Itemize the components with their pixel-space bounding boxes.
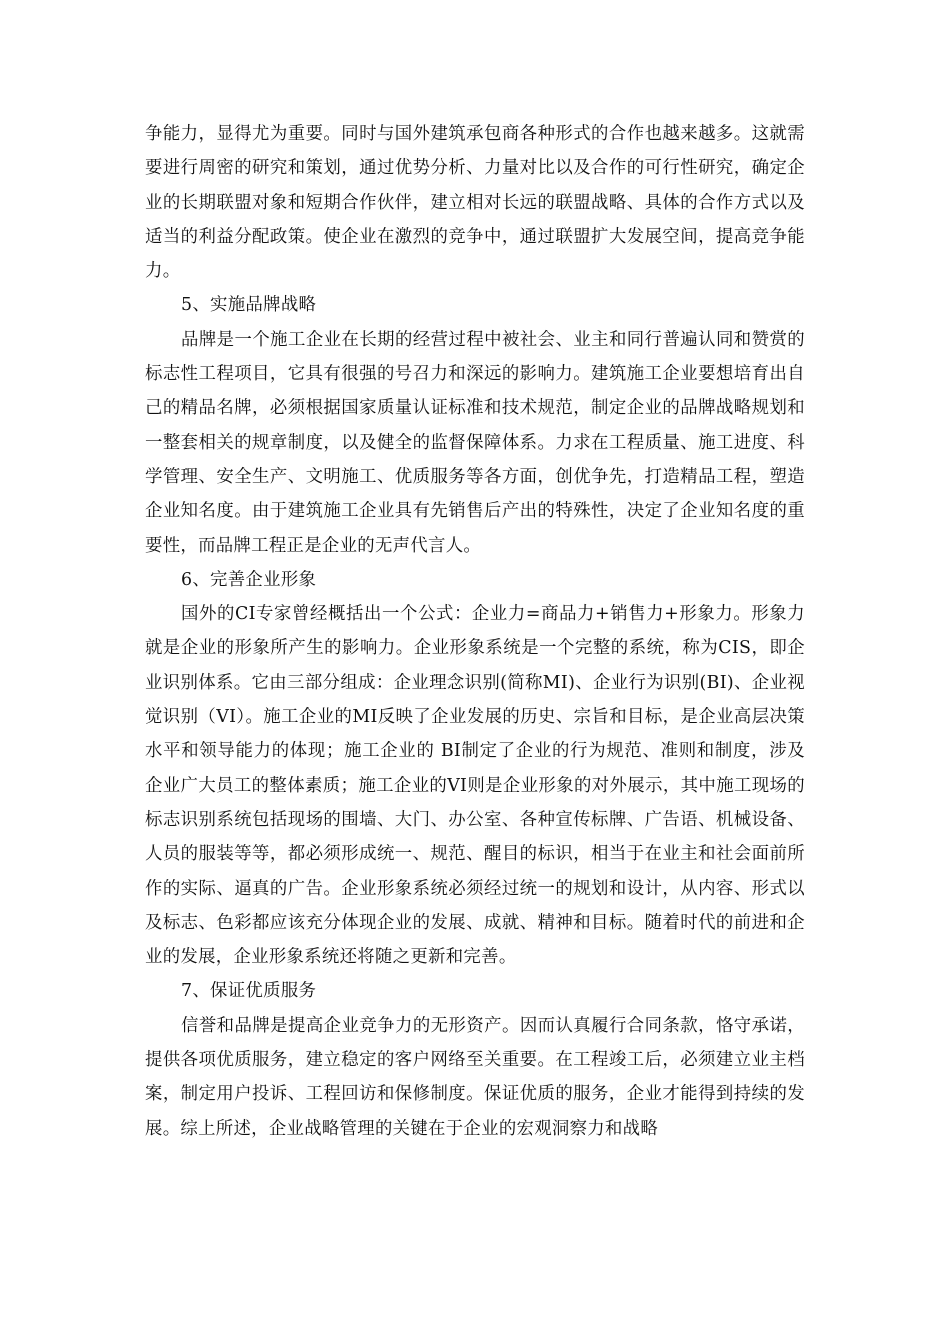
heading-quality-service: 7、保证优质服务 bbox=[181, 981, 317, 1002]
paragraph-quality-service: 信誉和品牌是提高企业竞争力的无形资产。因而认真履行合同条款，恪守承诺，提供各项优质服务，建立稳定的客户网络至关重要。在工程竣工后，必须建立业主档案，制定用户投诉、工程回访和保修制度。保证优质的服务，企业才能得到持续的发展。综上所述，企业战略管理的关键在于企业的宏观洞察力和战略 bbox=[145, 1015, 805, 1139]
paragraph-brand-strategy: 品牌是一个施工企业在长期的经营过程中被社会、业主和同行普遍认同和赞赏的标志性工程项目，它具有很强的号召力和深远的影响力。建筑施工企业要想培育出自己的精品名牌，必须根据国家质量认证标准和技术规范，制定企业的品牌战略规划和一整套相关的规章制度，以及健全的监督保障体系。力求在工程质量、施工进度、科学管理、安全生产、文明施工、优质服务等各方面，创优争先，打造精品工程，塑造企业知名度。由于建筑施工企业具有先销售后产出的特殊性，决定了企业知名度的重要性，而品牌工程正是企业的无声代言人。 bbox=[145, 329, 805, 556]
document-page bbox=[145, 117, 805, 1146]
heading-corporate-image: 6、完善企业形象 bbox=[181, 569, 317, 590]
heading-brand-strategy: 5、实施品牌战略 bbox=[181, 295, 317, 316]
paragraph-corporate-image: 国外的CI专家曾经概括出一个公式：企业力=商品力+销售力+形象力。形象力就是企业的形象所产生的影响力。企业形象系统是一个完整的系统，称为CIS，即企业识别体系。它由三部分组成：企业理念识别(简称MI)、企业行为识别(BI)、企业视觉识别（VI）。施工企业的MI反映了企业发展的历史、宗旨和目标，是企业高层决策水平和领导能力的体现；施工企业的 BI制定了企业的行为规范、准则和制度，涉及企业广大员工的整体素质；施工企业的VI则是企业形象的对外展示，其中施工现场的标志识别系统包括现场的围墙、大门、办公室、各种宣传标牌、广告语、机械设备、人员的服装等等，都必须形成统一、规范、醒目的标识，相当于在业主和社会面前所作的实际、逼真的广告。企业形象系统必须经过统一的规划和设计，从内容、形式以及标志、色彩都应该充分体现企业的发展、成就、精神和目标。随着时代的前进和企业的发展，企业形象系统还将随之更新和完善。 bbox=[145, 604, 805, 968]
paragraph-alliance-continued: 争能力，显得尤为重要。同时与国外建筑承包商各种形式的合作也越来越多。这就需要进行周密的研究和策划，通过优势分析、力量对比以及合作的可行性研究，确定企业的长期联盟对象和短期合作伙伴，建立相对长远的联盟战略、具体的合作方式以及适当的利益分配政策。使企业在激烈的竞争中，通过联盟扩大发展空间，提高竞争能力。 bbox=[145, 124, 805, 282]
